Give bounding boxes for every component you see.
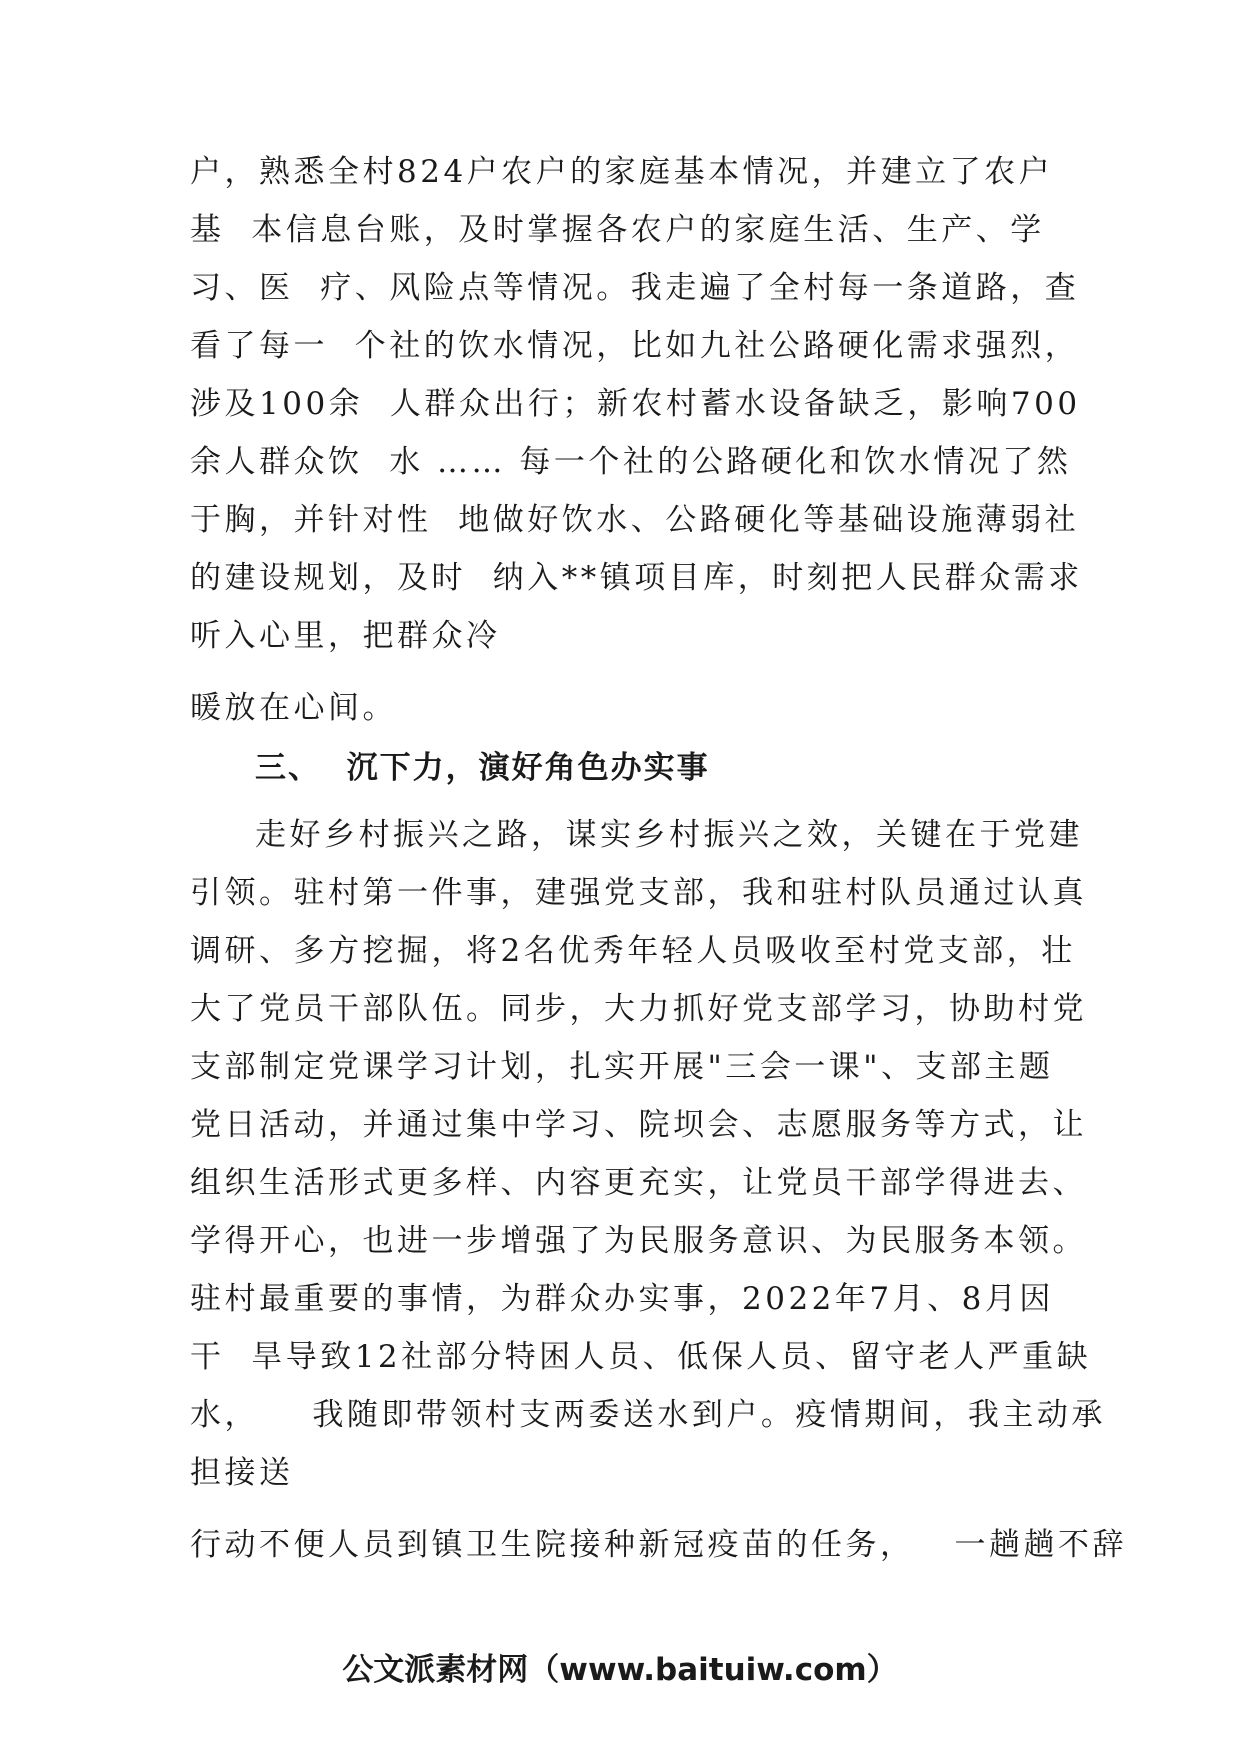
paragraph-1-line-6: 余人群众饮 水 …… 每一个社的公路硬化和饮水情况了然	[190, 444, 1072, 480]
paragraph-2-line-9: 驻村最重要的事情，为群众办实事，2022年7月、8月因	[190, 1281, 1054, 1317]
section-heading: 三、 沉下力，演好角色办实事	[255, 750, 710, 786]
paragraph-2-line-8: 学得开心，也进一步增强了为民服务意识、为民服务本领。	[190, 1223, 1087, 1259]
paragraph-1-line-1: 户，熟悉全村824户农户的家庭基本情况，并建立了农户	[190, 154, 1054, 190]
paragraph-1-line-9: 听入心里，把群众冷	[190, 618, 501, 654]
paragraph-2-line-10: 干 旱导致12社部分特困人员、低保人员、留守老人严重缺	[190, 1339, 1092, 1375]
paragraph-1-line-3: 习、医 疗、风险点等情况。我走遍了全村每一条道路，查	[190, 270, 1080, 306]
paragraph-2-line-7: 组织生活形式更多样、内容更充实，让党员干部学得进去、	[190, 1165, 1087, 1201]
paragraph-2-line-11: 水， 我随即带领村支两委送水到户。疫情期间，我主动承	[190, 1397, 1106, 1433]
paragraph-2-line-12: 担接送	[190, 1455, 294, 1491]
paragraph-1-line-8: 的建设规划，及时 纳入**镇项目库，时刻把人民群众需求	[190, 560, 1083, 596]
footer-watermark: 公文派素材网（www.baituiw.com）	[342, 1652, 898, 1688]
paragraph-1-line-5: 涉及100余 人群众出行；新农村蓄水设备缺乏，影响700	[190, 386, 1081, 422]
paragraph-1-line-2: 基 本信息台账，及时掌握各农户的家庭生活、生产、学	[190, 212, 1045, 248]
paragraph-2-line-13: 行动不便人员到镇卫生院接种新冠疫苗的任务， 一趟趟不辞	[190, 1527, 1128, 1563]
paragraph-2-line-6: 党日活动，并通过集中学习、院坝会、志愿服务等方式，让	[190, 1107, 1087, 1143]
paragraph-1-line-7: 于胸，并针对性 地做好饮水、公路硬化等基础设施薄弱社	[190, 502, 1080, 538]
paragraph-1-line-10: 暖放在心间。	[190, 690, 397, 726]
paragraph-2-line-5: 支部制定党课学习计划，扎实开展"三会一课"、支部主题	[190, 1049, 1054, 1085]
paragraph-2-line-4: 大了党员干部队伍。同步，大力抓好党支部学习，协助村党	[190, 991, 1087, 1027]
paragraph-1-line-4: 看了每一 个社的饮水情况，比如九社公路硬化需求强烈，	[190, 328, 1080, 364]
paragraph-2-line-2: 引领。驻村第一件事，建强党支部，我和驻村队员通过认真	[190, 875, 1087, 911]
paragraph-2-line-3: 调研、多方挖掘，将2名优秀年轻人员吸收至村党支部，壮	[190, 933, 1076, 969]
paragraph-2-line-1: 走好乡村振兴之路，谋实乡村振兴之效，关键在于党建	[255, 817, 1083, 853]
